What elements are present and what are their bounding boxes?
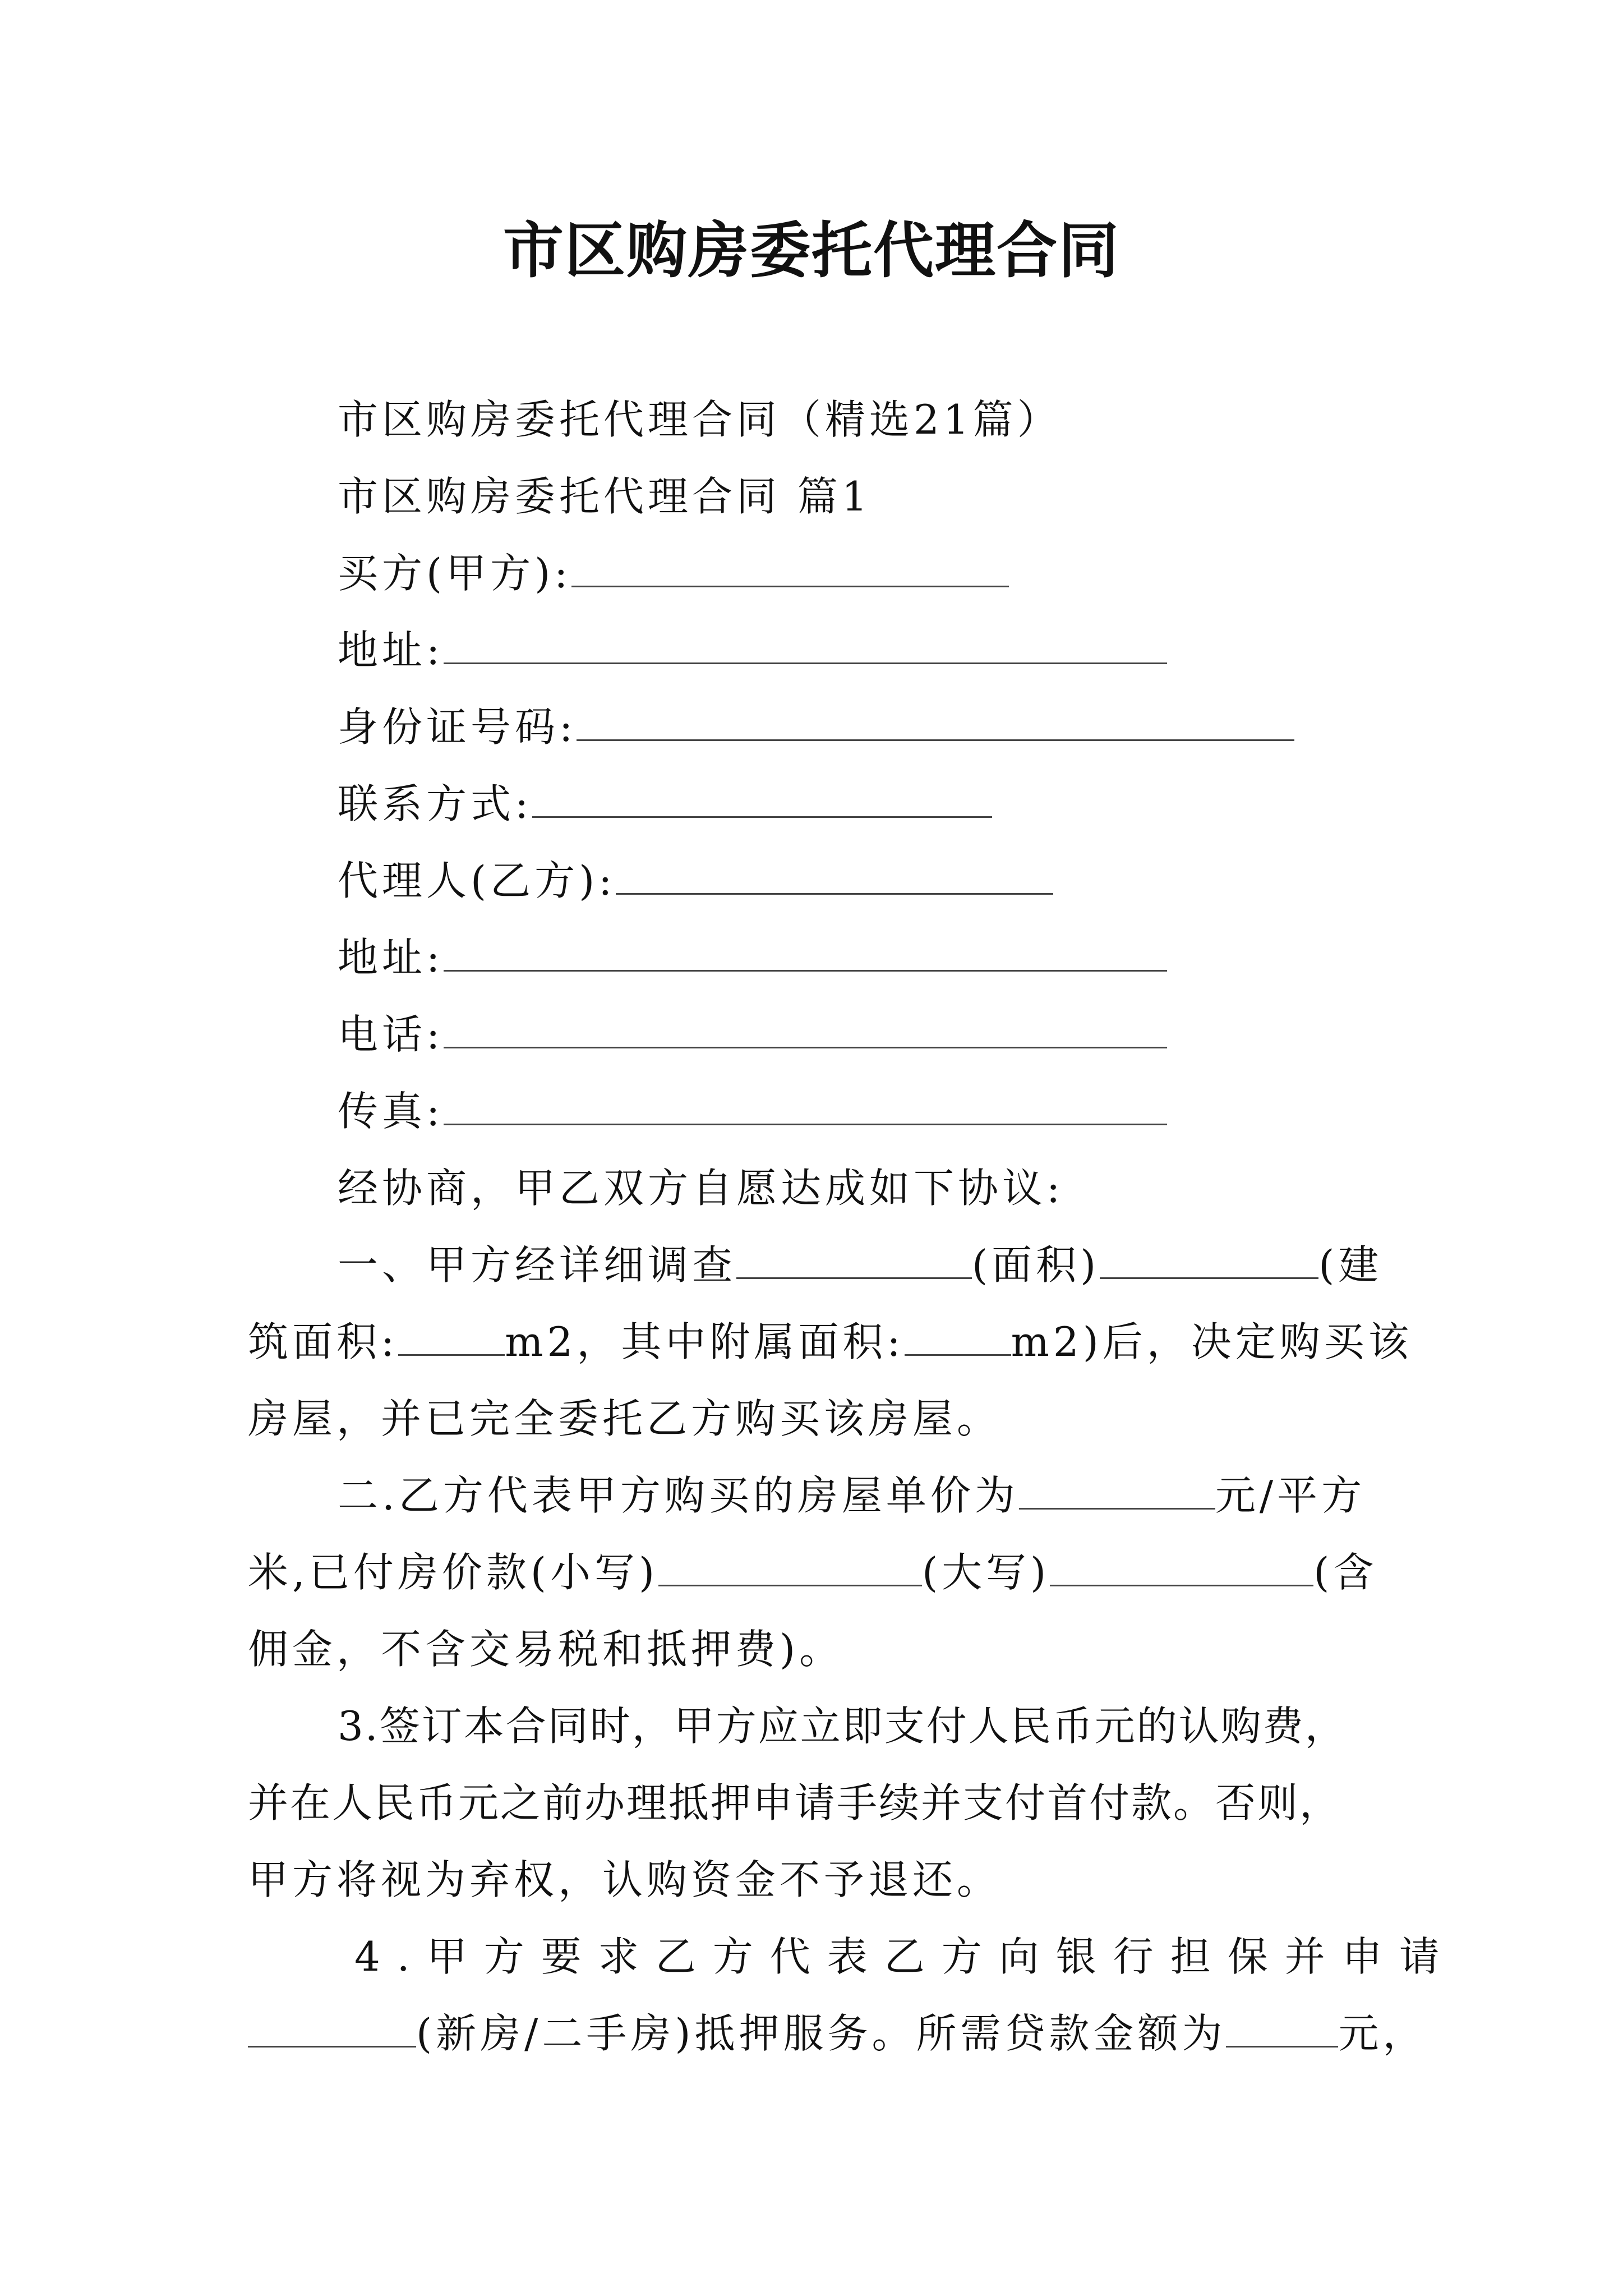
clause-2-line-2 <box>248 1534 1376 1611</box>
buyer-blank <box>571 551 1009 587</box>
clause-3-text-a: 3.签订本合同时，甲方应立即支付人民币元的认购费， <box>338 1703 1347 1750</box>
buyer-address-line <box>248 612 1376 689</box>
clause-1-text-e: m2，其中附属面积: <box>505 1318 905 1365</box>
clause-4-blank-b <box>1226 2011 1338 2047</box>
buyer-address-blank <box>444 628 1167 664</box>
clause-1-blank-a <box>736 1243 972 1279</box>
phone-blank <box>444 1012 1167 1048</box>
document-title: 市区购房委托代理合同 <box>502 215 1120 286</box>
section-heading-text: 市区购房委托代理合同 篇1 <box>338 473 872 520</box>
clause-2-text-d: (大写) <box>922 1549 1050 1596</box>
clause-1-text-f: m2)后，决定购买该 <box>1011 1318 1413 1365</box>
fax-label: 传真: <box>338 1088 444 1135</box>
clause-4-blank-a <box>248 2011 416 2047</box>
phone-line <box>248 996 1376 1073</box>
contact-line <box>248 766 1376 843</box>
clause-4-text-a: 4.甲方要求乙方代表乙方向银行担保并申请 <box>354 1933 1456 1980</box>
clause-1-blank-c <box>398 1319 505 1356</box>
agreement-intro-text: 经协商，甲乙双方自愿达成如下协议: <box>338 1165 1064 1212</box>
document-body <box>248 381 1456 2072</box>
clause-1-line-1 <box>248 1227 1383 1304</box>
clause-1-blank-b <box>1100 1243 1318 1279</box>
clause-2-text-a: 二.乙方代表甲方购买的房屋单价为 <box>338 1472 1019 1519</box>
contact-label: 联系方式: <box>338 780 533 827</box>
phone-label: 电话: <box>338 1011 444 1058</box>
contact-blank <box>532 781 992 818</box>
clause-2-line-1 <box>248 1457 1376 1534</box>
clause-4-text-b: (新房/二手房)抵押服务。所需贷款金额为 <box>416 2010 1227 2057</box>
agent-line <box>248 843 1376 919</box>
clause-2-blank-a <box>1019 1473 1215 1510</box>
agent-blank <box>616 858 1053 895</box>
fax-line <box>248 1073 1376 1150</box>
clause-2-blank-c <box>1050 1550 1313 1586</box>
agent-address-label: 地址: <box>338 934 444 981</box>
clause-1-text-g: 房屋，并已完全委托乙方购买该房屋。 <box>248 1395 1002 1442</box>
clause-3-line-3 <box>248 1842 1376 1918</box>
section-heading <box>248 458 1376 535</box>
buyer-line <box>248 535 1376 612</box>
clause-4-line-1 <box>248 1918 1456 1995</box>
clause-1-text-b: (面积) <box>972 1241 1100 1289</box>
clause-3-line-2 <box>248 1765 1376 1842</box>
subtitle-text: 市区购房委托代理合同（精选21篇） <box>338 396 1062 443</box>
agent-address-blank <box>444 935 1167 972</box>
id-number-blank <box>577 705 1294 741</box>
id-number-line <box>248 689 1376 766</box>
clause-1-blank-d <box>905 1319 1011 1356</box>
subtitle-line <box>248 381 1376 458</box>
buyer-address-label: 地址: <box>338 627 444 674</box>
clause-2-blank-b <box>658 1550 922 1586</box>
clause-1-line-3 <box>248 1381 1376 1457</box>
clause-2-line-3 <box>248 1611 1376 1688</box>
id-number-label: 身份证号码: <box>338 703 577 751</box>
agent-address-line <box>248 919 1376 996</box>
clause-2-text-e: (含 <box>1313 1549 1378 1596</box>
agreement-intro <box>248 1150 1376 1227</box>
clause-1-text-c: (建 <box>1318 1241 1383 1289</box>
clause-3-text-b: 并在人民币元之前办理抵押申请手续并支付首付款。否则， <box>248 1779 1342 1826</box>
fax-blank <box>444 1089 1167 1125</box>
agent-label: 代理人(乙方): <box>338 857 616 904</box>
clause-4-text-c: 元， <box>1338 2010 1427 2057</box>
clause-3-line-1 <box>248 1688 1376 1765</box>
buyer-label: 买方(甲方): <box>338 550 572 597</box>
clause-4-line-2 <box>248 1995 1427 2072</box>
clause-1-text-a: 一、甲方经详细调查 <box>338 1241 737 1289</box>
clause-2-text-b: 元/平方 <box>1215 1472 1366 1519</box>
clause-3-text-c: 甲方将视为弃权，认购资金不予退还。 <box>248 1856 1002 1903</box>
clause-2-text-f: 佣金，不含交易税和抵押费)。 <box>248 1626 844 1673</box>
clause-2-text-c: 米,已付房价款(小写) <box>248 1549 659 1596</box>
clause-1-text-d: 筑面积: <box>248 1318 399 1365</box>
clause-1-line-2 <box>248 1304 1413 1381</box>
